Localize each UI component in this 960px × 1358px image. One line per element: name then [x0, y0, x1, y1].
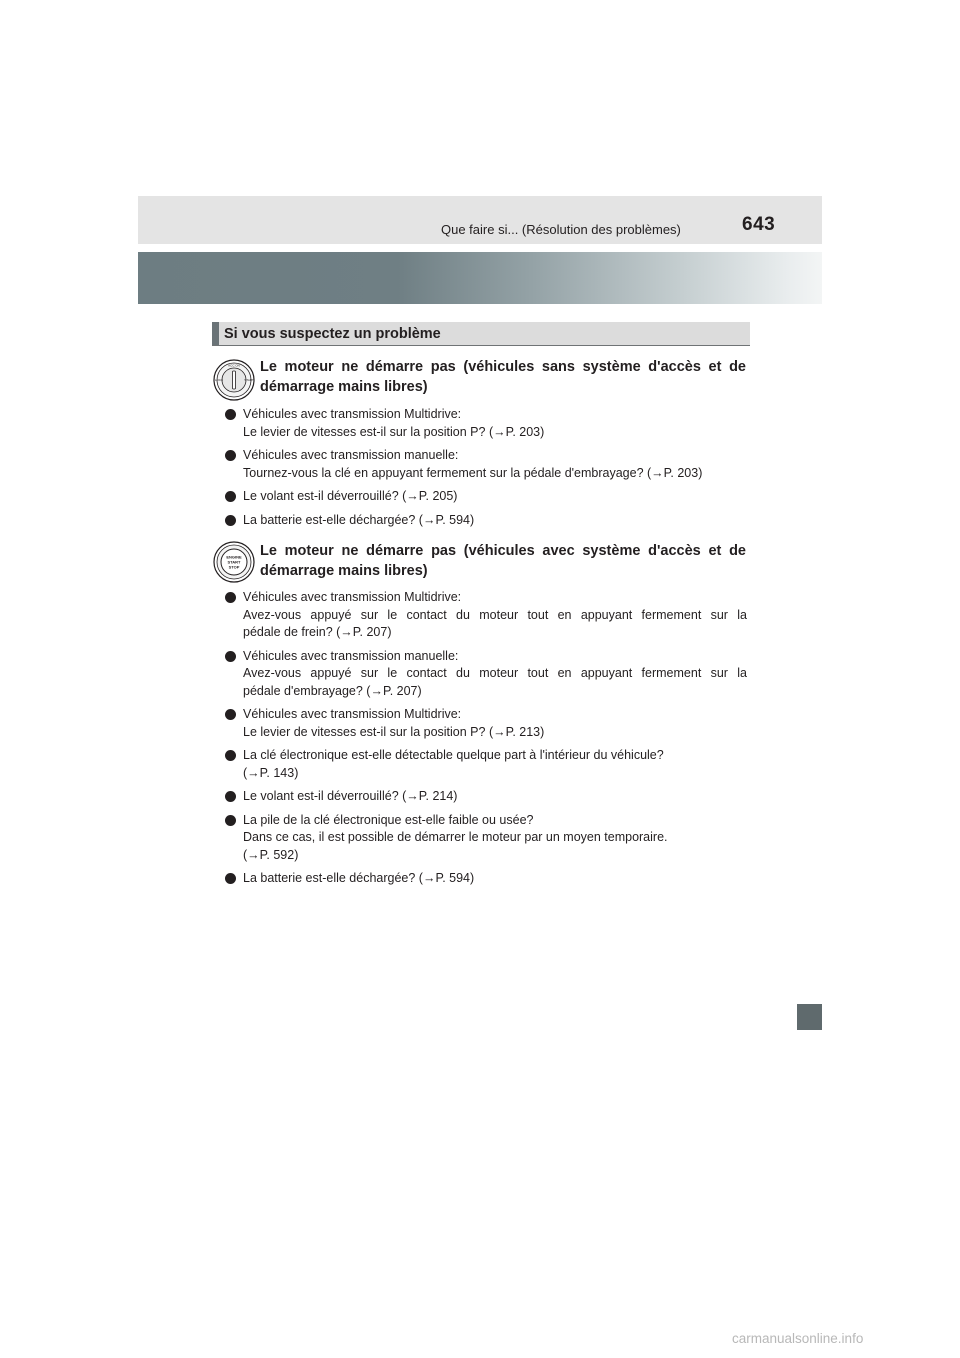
item-line: Véhicules avec transmission Multidrive: — [243, 407, 462, 421]
item-line: (→P. 592) — [243, 847, 299, 862]
bullet-icon — [225, 651, 236, 662]
item-line: Véhicules avec transmission manuelle: — [243, 648, 459, 663]
checklist-smart-key — [225, 589, 747, 894]
list-item — [225, 812, 747, 865]
icon-text: ENGINE — [226, 554, 242, 560]
list-item — [225, 488, 747, 506]
list-item — [225, 648, 747, 701]
svg-text:START: START — [244, 378, 254, 382]
item-line: La pile de la clé électronique est-elle faible ou usée? — [243, 812, 534, 827]
item-line: Le levier de vitesses est-il sur la position P? (→P. 213) — [243, 724, 545, 739]
list-item — [225, 788, 747, 806]
icon-text: START — [227, 559, 241, 565]
heading-line: Le moteur ne démarre pas (véhicules sans système d'accès et de — [260, 359, 746, 375]
list-item — [225, 706, 747, 741]
heading-line: démarrage mains libres) — [260, 563, 428, 579]
list-item — [225, 447, 747, 482]
watermark: carmanualsonline.info — [732, 1331, 864, 1346]
bullet-icon — [225, 491, 236, 502]
bullet-icon — [225, 791, 236, 802]
chapter-tab-marker — [797, 1004, 822, 1030]
item-line: Le volant est-il déverrouillé? (→P. 214) — [243, 789, 458, 803]
item-line: La batterie est-elle déchargée? (→P. 594) — [243, 871, 475, 885]
heading-line: démarrage mains libres) — [260, 379, 428, 395]
checklist-no-smart-key — [225, 406, 747, 535]
ignition-key-cylinder-icon — [213, 359, 255, 401]
heading-line: Le moteur ne démarre pas (véhicules avec système d'accès et de — [260, 543, 746, 559]
svg-text:ACC ON: ACC ON — [228, 363, 240, 368]
section-title: Si vous suspectez un problème — [224, 326, 441, 342]
item-line: Dans ce cas, il est possible de démarrer le moteur par un moyen temporaire. — [243, 830, 668, 844]
heading-no-smart-key — [260, 357, 746, 397]
item-line: pédale d'embrayage? (→P. 207) — [243, 683, 422, 698]
item-line: Véhicules avec transmission manuelle: — [243, 448, 459, 462]
section-header — [212, 322, 750, 346]
bullet-icon — [225, 409, 236, 420]
item-line: (→P. 143) — [243, 765, 299, 780]
section-header-accent — [212, 322, 219, 345]
item-line: La batterie est-elle déchargée? (→P. 594) — [243, 512, 475, 527]
item-line: Avez-vous appuyé sur le contact du moteur tout en appuyant fermement sur la — [243, 666, 747, 680]
chapter-title: Que faire si... (Résolution des problèmes) — [441, 222, 681, 237]
bullet-icon — [225, 709, 236, 720]
list-item — [225, 589, 747, 642]
list-item — [225, 747, 747, 782]
chapter-banner — [138, 252, 822, 304]
list-item — [225, 406, 747, 441]
bullet-icon — [225, 815, 236, 826]
bullet-icon — [225, 750, 236, 761]
heading-smart-key — [260, 541, 746, 581]
bullet-icon — [225, 592, 236, 603]
list-item — [225, 512, 747, 530]
page-number: 643 — [742, 214, 776, 235]
svg-text:LOCK: LOCK — [214, 378, 224, 382]
item-line: Véhicules avec transmission Multidrive: — [243, 590, 462, 604]
item-line: Tournez-vous la clé en appuyant fermement sur la pédale d'embrayage? (→P. 203) — [243, 465, 703, 480]
item-line: Avez-vous appuyé sur le contact du moteur tout en appuyant fermement sur la — [243, 607, 747, 622]
list-item — [225, 870, 747, 888]
bullet-icon — [225, 450, 236, 461]
bullet-icon — [225, 515, 236, 526]
item-line: La clé électronique est-elle détectable quelque part à l'intérieur du véhicule? — [243, 748, 664, 762]
engine-start-stop-button-icon — [213, 541, 255, 583]
bullet-icon — [225, 873, 236, 884]
item-line: pédale de frein? (→P. 207) — [243, 625, 392, 639]
icon-text: STOP — [228, 564, 240, 570]
item-line: Le volant est-il déverrouillé? (→P. 205) — [243, 489, 458, 503]
item-line: Le levier de vitesses est-il sur la position P? (→P. 203) — [243, 424, 545, 439]
item-line: Véhicules avec transmission Multidrive: — [243, 707, 462, 721]
